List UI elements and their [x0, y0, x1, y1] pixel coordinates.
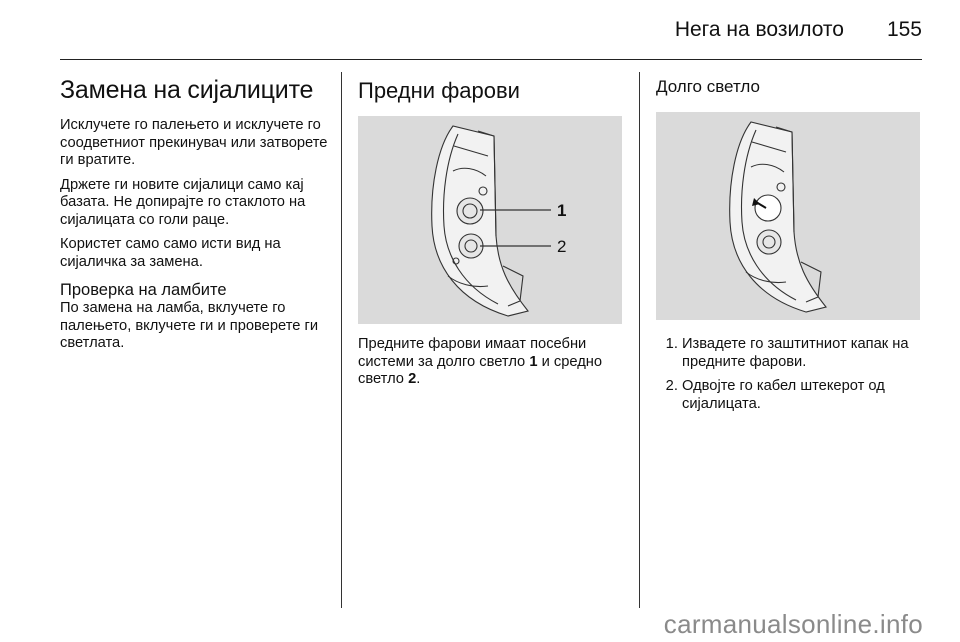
paragraph: По замена на ламба, вклучете го палењето, вклучете ги и проверете ги светлата.	[60, 300, 319, 351]
ref-low-beam: 2	[408, 371, 417, 387]
subheading-bulb-check: Проверка на ламбите	[60, 281, 227, 299]
figure-caption: Предните фарови имаат посебни системи за долго светло 1 и средно светло 2.	[358, 336, 603, 387]
column-bulb-replacement	[60, 72, 330, 360]
ref-high-beam: 1	[529, 353, 538, 370]
paragraph: Исклучете го палењето и исклучете го соодветниот прекинувач или затворете ги вратите.	[60, 117, 328, 168]
section-heading-headlights: Предни фарови	[358, 78, 520, 103]
column-high-beam	[656, 72, 922, 420]
figure-label: 2	[557, 237, 567, 256]
paragraph: Држете ги новите сијалици само кај базата. Не допирајте го стаклото на сијалицата со голи раце.	[60, 176, 306, 228]
column-headlights	[358, 72, 624, 396]
list-item: 1. Извадете го заштитниот капак на предните фарови.	[682, 336, 922, 371]
page-number: 155	[886, 18, 922, 41]
column-divider-1	[341, 72, 342, 608]
watermark: carmanualsonline.info	[663, 609, 923, 639]
figure-label: 1	[557, 201, 567, 220]
list-item: 2. Одвојте го кабел штекерот од сијалицата.	[682, 378, 922, 413]
section-heading-bulb-replacement: Замена на сијалиците	[60, 76, 314, 104]
column-divider-2	[639, 72, 640, 608]
header-title: Нега на возилото	[674, 18, 844, 41]
instruction-steps	[656, 336, 922, 413]
page-header	[60, 14, 922, 54]
section-heading-high-beam: Долго светло	[656, 77, 760, 96]
high-beam-illustration	[656, 112, 920, 320]
headlight-illustration	[358, 116, 622, 324]
header-divider	[60, 59, 922, 60]
paragraph: Користет само само исти вид на сијаличка за замена.	[60, 236, 281, 270]
